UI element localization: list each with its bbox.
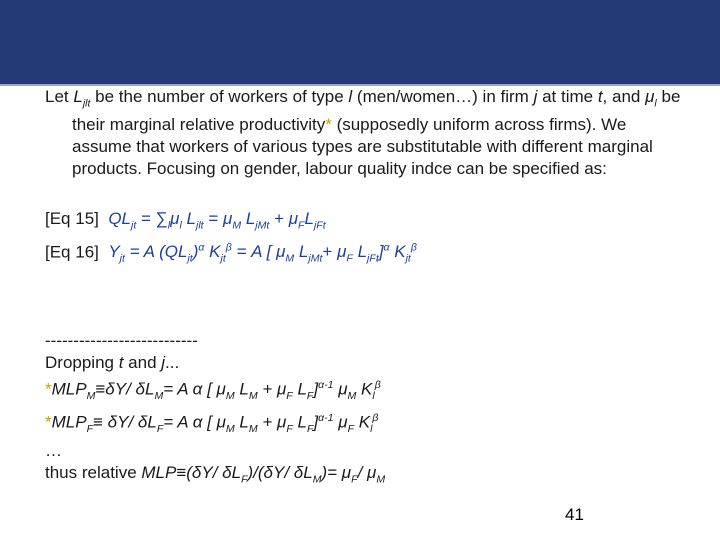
subscript: M [248,389,258,402]
superscript: α [198,241,205,254]
superscript: α [383,241,390,254]
subscript: l [372,389,375,402]
symbol: L [304,209,314,229]
dropping-line [45,352,685,374]
expression: = A α [ μ [163,379,226,399]
subscript: F [286,422,293,435]
subscript: M [225,389,235,402]
symbol: L [298,242,309,262]
subscript: jlt [82,97,91,110]
subscript: F [346,252,353,265]
symbol: l [348,87,353,106]
equation-16 [45,237,685,270]
expression: L [234,379,249,399]
subscript: jt [405,252,411,265]
intro-text: Let [45,87,74,106]
symbol: Y [108,242,120,262]
intro-text: be the number of workers of type [90,87,349,106]
text: ... [165,352,180,372]
subscript: l [179,219,182,232]
superscript: β [225,241,232,254]
slide-body [45,86,685,490]
symbol: L [73,87,83,106]
symbol: μ [337,242,347,262]
symbol: t [118,352,124,372]
subscript: l [370,422,373,435]
subscript: l [167,219,171,232]
footnote-asterisk: * [45,412,52,432]
subscript: jFt [367,252,379,265]
symbol: μ [276,242,286,262]
symbol: L [186,209,196,229]
subscript: jlt [196,219,204,232]
subscript: M [285,252,295,265]
symbol: j [533,87,538,106]
operator: ) [192,242,199,262]
expression: ] [313,412,319,432]
subscript: jt [220,252,226,265]
expression: )= μ [321,462,352,482]
subscript: F [347,422,354,435]
symbol: μ [645,87,655,106]
mlpm-equation [45,374,685,407]
expression: ≡ δY/ δL [93,412,157,432]
subscript: M [86,389,96,402]
operator: + [322,242,338,262]
symbol: t [597,87,603,106]
mlpf-equation [45,407,685,440]
subscript: l [654,97,657,110]
subscript: jt [187,252,193,265]
expression: K [354,412,371,432]
subscript: M [347,389,357,402]
symbol: L [357,242,368,262]
symbol: QL [164,242,188,262]
operator: = [203,209,223,229]
subscript: jMt [255,219,270,232]
subscript: M [232,219,242,232]
subscript: M [376,473,386,486]
operator: = A ( [124,242,165,262]
text: and [123,352,162,372]
subscript: jt [131,219,137,232]
operator: = ∑ [136,209,168,229]
subscript: jMt [308,252,323,265]
slide-header-band [0,0,720,84]
intro-text: (supposedly uniform across firms). We assume that workers of various types are substitutable with different marginal products. Focusing on gender, labour quality indce can be specified as: [72,115,653,179]
symbol: μ [222,209,233,229]
symbol: μ [170,209,180,229]
superscript: β [372,411,379,424]
text: thus relative [45,462,142,482]
operator: = A [ [231,242,277,262]
subscript: M [312,473,322,486]
symbol: MLP [51,412,87,432]
subscript: F [286,389,293,402]
expression: + μ [257,379,287,399]
subscript: F [241,473,248,486]
subscript: M [248,422,258,435]
symbol: L [245,209,256,229]
equation-label: [Eq 15] [45,209,99,229]
subscript: F [86,422,94,435]
superscript: α-1 [318,411,334,424]
subscript: F [156,422,164,435]
expression: MLP≡(δY/ δL [141,462,242,482]
intro-text: at time [537,87,598,106]
expression: = A α [ μ [163,412,226,432]
equation-15 [45,208,685,236]
equation-label: [Eq 16] [45,242,99,262]
expression: ] [313,379,319,399]
symbol: QL [108,209,132,229]
expression: / μ [357,462,377,482]
subscript: jFt [313,219,326,232]
intro-text: (men/women…) in firm [352,87,534,106]
subscript: F [351,473,358,486]
expression: L [292,379,307,399]
separator-line: --------------------------- [45,330,198,350]
expression: L [234,412,249,432]
expression: μ [333,412,348,432]
superscript: β [410,241,417,254]
operator: + [269,209,289,229]
symbol: MLP [51,379,87,399]
superscript: β [374,378,381,391]
expression: ≡δY/ δL [95,379,155,399]
subscript: F [298,219,305,232]
superscript: α-1 [318,378,334,391]
operator: ] [378,242,384,262]
expression: )/(δY/ δL [247,462,313,482]
symbol: μ [288,209,299,229]
symbol: j [161,352,166,372]
ellipsis-line: … [45,440,62,460]
footnote-asterisk: * [325,115,332,135]
intro-paragraph [45,86,685,180]
symbol: K [209,242,221,262]
expression: + μ [257,412,287,432]
footnote-asterisk: * [45,379,52,399]
expression: μ [333,379,348,399]
subscript: jt [119,252,125,265]
intro-text: be their marginal relative productivity [72,87,681,135]
subscript: F [306,422,314,435]
expression: L [292,412,307,432]
symbol: K [394,242,406,262]
subscript: M [225,422,235,435]
text: Dropping [45,352,119,372]
page-number: 41 [565,505,584,524]
relative-mlp-line [45,462,685,490]
intro-text: , and [602,87,646,106]
subscript: M [154,389,164,402]
subscript: F [306,389,314,402]
expression: K [356,379,373,399]
